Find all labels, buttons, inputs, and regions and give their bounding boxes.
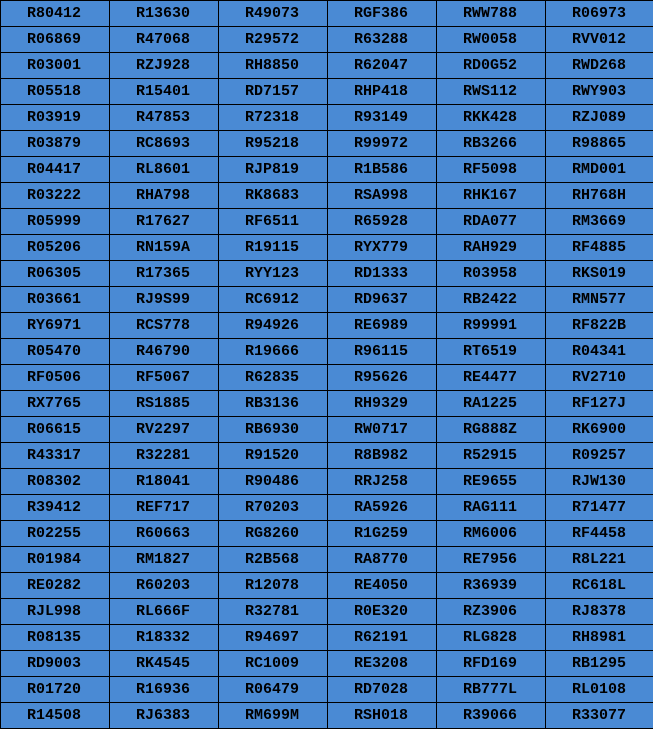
- table-cell: RD9637: [328, 287, 437, 313]
- table-row: [1, 599, 653, 625]
- table-cell: R99991: [437, 313, 546, 339]
- table-cell: R18332: [110, 625, 219, 651]
- table-row: [1, 313, 653, 339]
- table-cell: RWD268: [546, 53, 653, 79]
- table-cell: R36939: [437, 573, 546, 599]
- table-cell: RB3136: [219, 391, 328, 417]
- table-cell: RHP418: [328, 79, 437, 105]
- table-row: [1, 261, 653, 287]
- table-cell: R05206: [1, 235, 110, 261]
- table-cell: RMD001: [546, 157, 653, 183]
- table-cell: RK8683: [219, 183, 328, 209]
- table-cell: R60663: [110, 521, 219, 547]
- table-cell: R47068: [110, 27, 219, 53]
- table-cell: RF4458: [546, 521, 653, 547]
- table-cell: RLG828: [437, 625, 546, 651]
- table-cell: RJW130: [546, 469, 653, 495]
- table-cell: R04341: [546, 339, 653, 365]
- table-cell: RA8770: [328, 547, 437, 573]
- table-cell: R52915: [437, 443, 546, 469]
- table-cell: RM1827: [110, 547, 219, 573]
- table-cell: RB6930: [219, 417, 328, 443]
- table-cell: RF6511: [219, 209, 328, 235]
- table-cell: R80412: [1, 1, 110, 27]
- table-cell: R32281: [110, 443, 219, 469]
- table-cell: RV2297: [110, 417, 219, 443]
- table-cell: R95218: [219, 131, 328, 157]
- table-cell: RD0G52: [437, 53, 546, 79]
- table-cell: RJP819: [219, 157, 328, 183]
- table-cell: RM3669: [546, 209, 653, 235]
- table-cell: R96115: [328, 339, 437, 365]
- table-cell: R13630: [110, 1, 219, 27]
- table-cell: RAG111: [437, 495, 546, 521]
- table-cell: R06615: [1, 417, 110, 443]
- table-cell: R70203: [219, 495, 328, 521]
- table-cell: RE7956: [437, 547, 546, 573]
- table-cell: RB777L: [437, 677, 546, 703]
- table-cell: R62835: [219, 365, 328, 391]
- table-cell: RCS778: [110, 313, 219, 339]
- table-cell: R03661: [1, 287, 110, 313]
- table-cell: RGF386: [328, 1, 437, 27]
- table-cell: R14508: [1, 703, 110, 729]
- table-row: [1, 235, 653, 261]
- table-cell: R08135: [1, 625, 110, 651]
- table-cell: RYX779: [328, 235, 437, 261]
- table-row: [1, 131, 653, 157]
- table-row: [1, 625, 653, 651]
- table-row: [1, 703, 653, 729]
- table-cell: R91520: [219, 443, 328, 469]
- table-cell: RSA998: [328, 183, 437, 209]
- table-cell: R99972: [328, 131, 437, 157]
- table-cell: R71477: [546, 495, 653, 521]
- table-cell: RD7157: [219, 79, 328, 105]
- table-cell: R72318: [219, 105, 328, 131]
- table-row: [1, 53, 653, 79]
- table-cell: RE0282: [1, 573, 110, 599]
- table-cell: R01984: [1, 547, 110, 573]
- table-cell: RL666F: [110, 599, 219, 625]
- table-row: [1, 521, 653, 547]
- table-cell: R1B586: [328, 157, 437, 183]
- table-cell: R12078: [219, 573, 328, 599]
- table-cell: RB2422: [437, 287, 546, 313]
- table-cell: RZJ089: [546, 105, 653, 131]
- table-cell: RDA077: [437, 209, 546, 235]
- table-cell: R94926: [219, 313, 328, 339]
- table-cell: RE3208: [328, 651, 437, 677]
- table-cell: RE4477: [437, 365, 546, 391]
- table-cell: R2B568: [219, 547, 328, 573]
- table-cell: R03879: [1, 131, 110, 157]
- table-cell: RWY903: [546, 79, 653, 105]
- table-row: [1, 209, 653, 235]
- table-cell: R95626: [328, 365, 437, 391]
- table-cell: RF127J: [546, 391, 653, 417]
- table-cell: R03919: [1, 105, 110, 131]
- table-cell: R02255: [1, 521, 110, 547]
- table-row: [1, 339, 653, 365]
- table-cell: RRJ258: [328, 469, 437, 495]
- table-cell: R05999: [1, 209, 110, 235]
- table-cell: RL8601: [110, 157, 219, 183]
- table-cell: RG888Z: [437, 417, 546, 443]
- table-row: [1, 391, 653, 417]
- table-cell: RB1295: [546, 651, 653, 677]
- table-cell: R62047: [328, 53, 437, 79]
- table-cell: R0E320: [328, 599, 437, 625]
- table-cell: RKK428: [437, 105, 546, 131]
- table-cell: R62191: [328, 625, 437, 651]
- table-row: [1, 157, 653, 183]
- table-cell: RN159A: [110, 235, 219, 261]
- table-cell: RSH018: [328, 703, 437, 729]
- table-cell: RD1333: [328, 261, 437, 287]
- table-cell: RF0506: [1, 365, 110, 391]
- table-cell: RC1009: [219, 651, 328, 677]
- table-cell: RA5926: [328, 495, 437, 521]
- table-cell: RJ9S99: [110, 287, 219, 313]
- table-row: [1, 183, 653, 209]
- table-cell: RC618L: [546, 573, 653, 599]
- table-cell: R03958: [437, 261, 546, 287]
- table-cell: RA1225: [437, 391, 546, 417]
- table-row: [1, 27, 653, 53]
- table-cell: RE6989: [328, 313, 437, 339]
- table-row: [1, 1, 653, 27]
- table-cell: RH8981: [546, 625, 653, 651]
- table-cell: RG8260: [219, 521, 328, 547]
- table-cell: R1G259: [328, 521, 437, 547]
- table-cell: R18041: [110, 469, 219, 495]
- table-row: [1, 417, 653, 443]
- table-cell: RJ6383: [110, 703, 219, 729]
- table-cell: R15401: [110, 79, 219, 105]
- table-cell: R03222: [1, 183, 110, 209]
- table-cell: R19115: [219, 235, 328, 261]
- table-row: [1, 443, 653, 469]
- table-cell: RT6519: [437, 339, 546, 365]
- table-cell: RHK167: [437, 183, 546, 209]
- table-row: [1, 547, 653, 573]
- table-cell: R04417: [1, 157, 110, 183]
- table-cell: R47853: [110, 105, 219, 131]
- table-cell: R46790: [110, 339, 219, 365]
- table-cell: RJL998: [1, 599, 110, 625]
- table-cell: RWS112: [437, 79, 546, 105]
- table-cell: R8B982: [328, 443, 437, 469]
- table-cell: R17365: [110, 261, 219, 287]
- table-cell: RK4545: [110, 651, 219, 677]
- table-cell: RYY123: [219, 261, 328, 287]
- table-cell: RH8850: [219, 53, 328, 79]
- table-cell: R90486: [219, 469, 328, 495]
- table-cell: R32781: [219, 599, 328, 625]
- table-cell: RHA798: [110, 183, 219, 209]
- table-cell: RD7028: [328, 677, 437, 703]
- table-cell: RMN577: [546, 287, 653, 313]
- table-cell: RL0108: [546, 677, 653, 703]
- table-cell: R39066: [437, 703, 546, 729]
- table-cell: RWW788: [437, 1, 546, 27]
- table-cell: R39412: [1, 495, 110, 521]
- table-cell: RE9655: [437, 469, 546, 495]
- table-cell: RF822B: [546, 313, 653, 339]
- table-cell: RB3266: [437, 131, 546, 157]
- table-row: [1, 573, 653, 599]
- table-cell: RY6971: [1, 313, 110, 339]
- table-cell: R06479: [219, 677, 328, 703]
- table-cell: RK6900: [546, 417, 653, 443]
- table-cell: R05470: [1, 339, 110, 365]
- table-cell: R63288: [328, 27, 437, 53]
- table-cell: R19666: [219, 339, 328, 365]
- table-cell: R93149: [328, 105, 437, 131]
- table-cell: RE4050: [328, 573, 437, 599]
- table-cell: R29572: [219, 27, 328, 53]
- table-cell: RH768H: [546, 183, 653, 209]
- table-cell: RFD169: [437, 651, 546, 677]
- table-cell: RF4885: [546, 235, 653, 261]
- table-cell: RC8693: [110, 131, 219, 157]
- table-cell: RZJ928: [110, 53, 219, 79]
- table-cell: R49073: [219, 1, 328, 27]
- table-cell: R06869: [1, 27, 110, 53]
- table-cell: RZ3906: [437, 599, 546, 625]
- table-cell: R94697: [219, 625, 328, 651]
- table-cell: RF5067: [110, 365, 219, 391]
- table-cell: R17627: [110, 209, 219, 235]
- table-cell: R09257: [546, 443, 653, 469]
- table-cell: RVV012: [546, 27, 653, 53]
- table-cell: RAH929: [437, 235, 546, 261]
- table-cell: RD9003: [1, 651, 110, 677]
- table-cell: R8L221: [546, 547, 653, 573]
- table-row: [1, 651, 653, 677]
- table-cell: RW0058: [437, 27, 546, 53]
- table-cell: R01720: [1, 677, 110, 703]
- table-cell: R65928: [328, 209, 437, 235]
- table-cell: RS1885: [110, 391, 219, 417]
- table-cell: RW0717: [328, 417, 437, 443]
- table-cell: R98865: [546, 131, 653, 157]
- table-cell: REF717: [110, 495, 219, 521]
- table-row: [1, 365, 653, 391]
- table-row: [1, 469, 653, 495]
- table-cell: RF5098: [437, 157, 546, 183]
- table-cell: R33077: [546, 703, 653, 729]
- table-cell: R06305: [1, 261, 110, 287]
- table-cell: RC6912: [219, 287, 328, 313]
- table-cell: R05518: [1, 79, 110, 105]
- table-cell: RX7765: [1, 391, 110, 417]
- table-cell: R43317: [1, 443, 110, 469]
- table-body: [1, 1, 653, 729]
- table-cell: R60203: [110, 573, 219, 599]
- table-cell: RM6006: [437, 521, 546, 547]
- table-row: [1, 79, 653, 105]
- table-cell: RJ8378: [546, 599, 653, 625]
- table-row: [1, 677, 653, 703]
- table-row: [1, 105, 653, 131]
- table-cell: R06973: [546, 1, 653, 27]
- table-cell: R08302: [1, 469, 110, 495]
- table-cell: R03001: [1, 53, 110, 79]
- table-cell: RH9329: [328, 391, 437, 417]
- table-cell: R16936: [110, 677, 219, 703]
- table-row: [1, 287, 653, 313]
- table-cell: RKS019: [546, 261, 653, 287]
- table-cell: RM699M: [219, 703, 328, 729]
- table-cell: RV2710: [546, 365, 653, 391]
- table-row: [1, 495, 653, 521]
